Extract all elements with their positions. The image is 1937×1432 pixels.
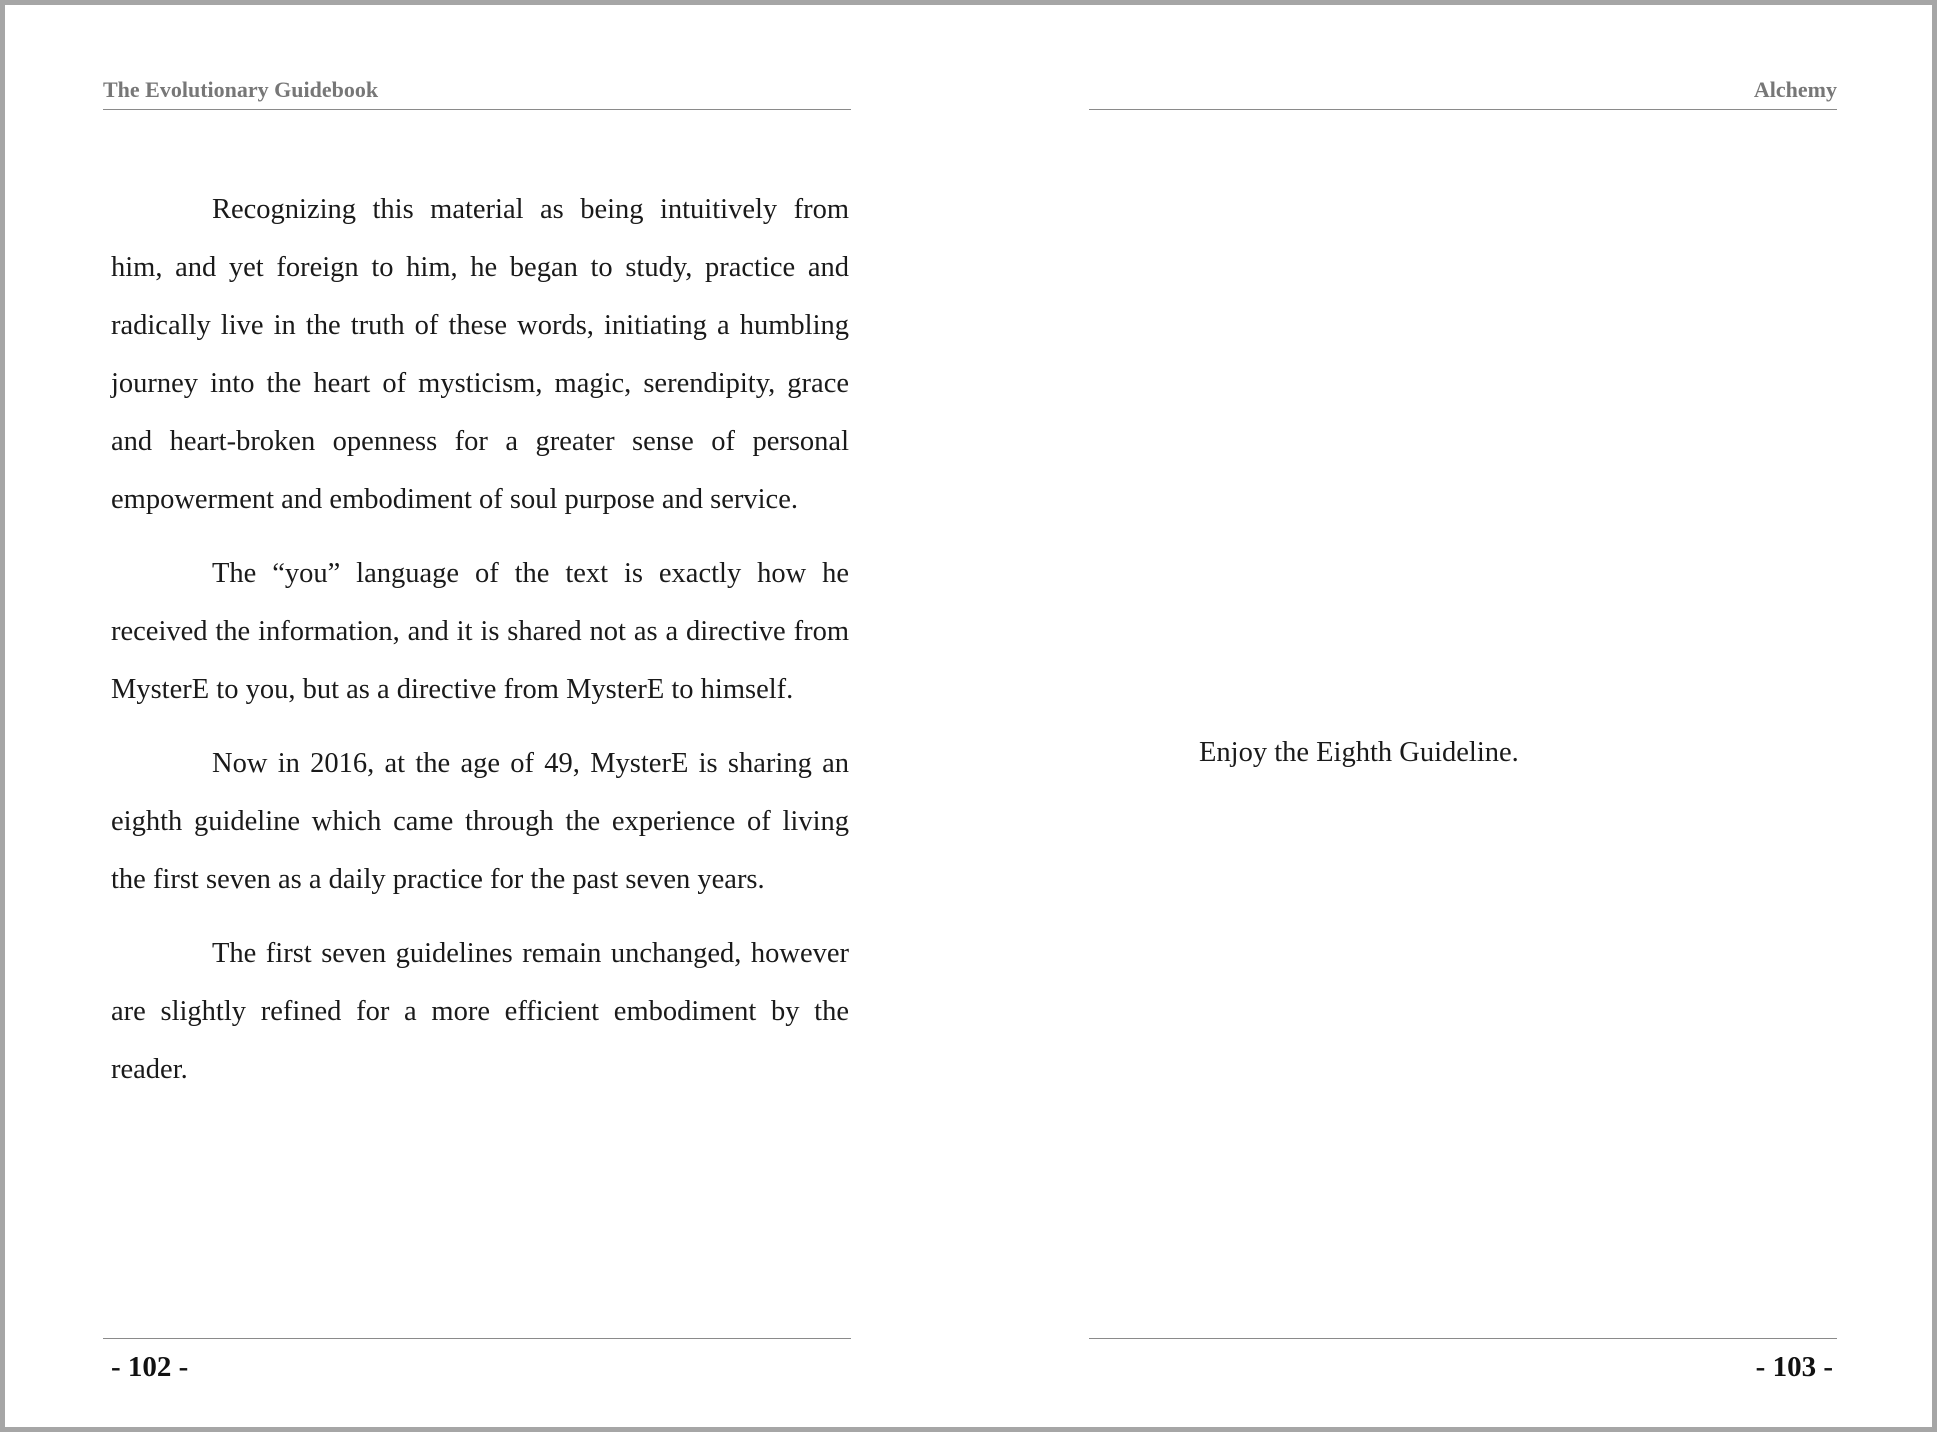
page-number: - 103 - xyxy=(1755,1351,1833,1383)
footer-rule xyxy=(1089,1338,1837,1339)
paragraph: The first seven guidelines remain unchanged, however are slightly refined for a more efficient embodiment by the reader. xyxy=(111,938,849,1085)
body-text xyxy=(111,181,849,1115)
running-head-book-title: The Evolutionary Guidebook xyxy=(103,77,379,102)
page-number: - 102 - xyxy=(111,1351,189,1383)
footer-rule xyxy=(103,1338,851,1339)
paragraph: The “you” language of the text is exactly how he received the information, and it is shared not as a directive from MysterE to you, but as a directive from MysterE to himself. xyxy=(111,558,849,705)
header-rule xyxy=(1089,109,1837,110)
paragraph: Now in 2016, at the age of 49, MysterE is sharing an eighth guideline which came through the experience of living the first seven as a daily practice for the past seven years. xyxy=(111,748,849,895)
running-head-chapter-title: Alchemy xyxy=(1753,77,1837,102)
right-page xyxy=(1089,5,1837,1427)
header-rule xyxy=(103,109,851,110)
closing-line: Enjoy the Eighth Guideline. xyxy=(1199,737,1519,768)
paragraph: Recognizing this material as being intuitively from him, and yet foreign to him, he began to study, practice and radically live in the truth of these words, initiating a humbling journey into the heart of mysticism, magic, serendipity, grace and heart-broken openness for a greater sense of personal empowerment and embodiment of soul purpose and service. xyxy=(111,194,849,515)
left-page xyxy=(103,5,851,1427)
